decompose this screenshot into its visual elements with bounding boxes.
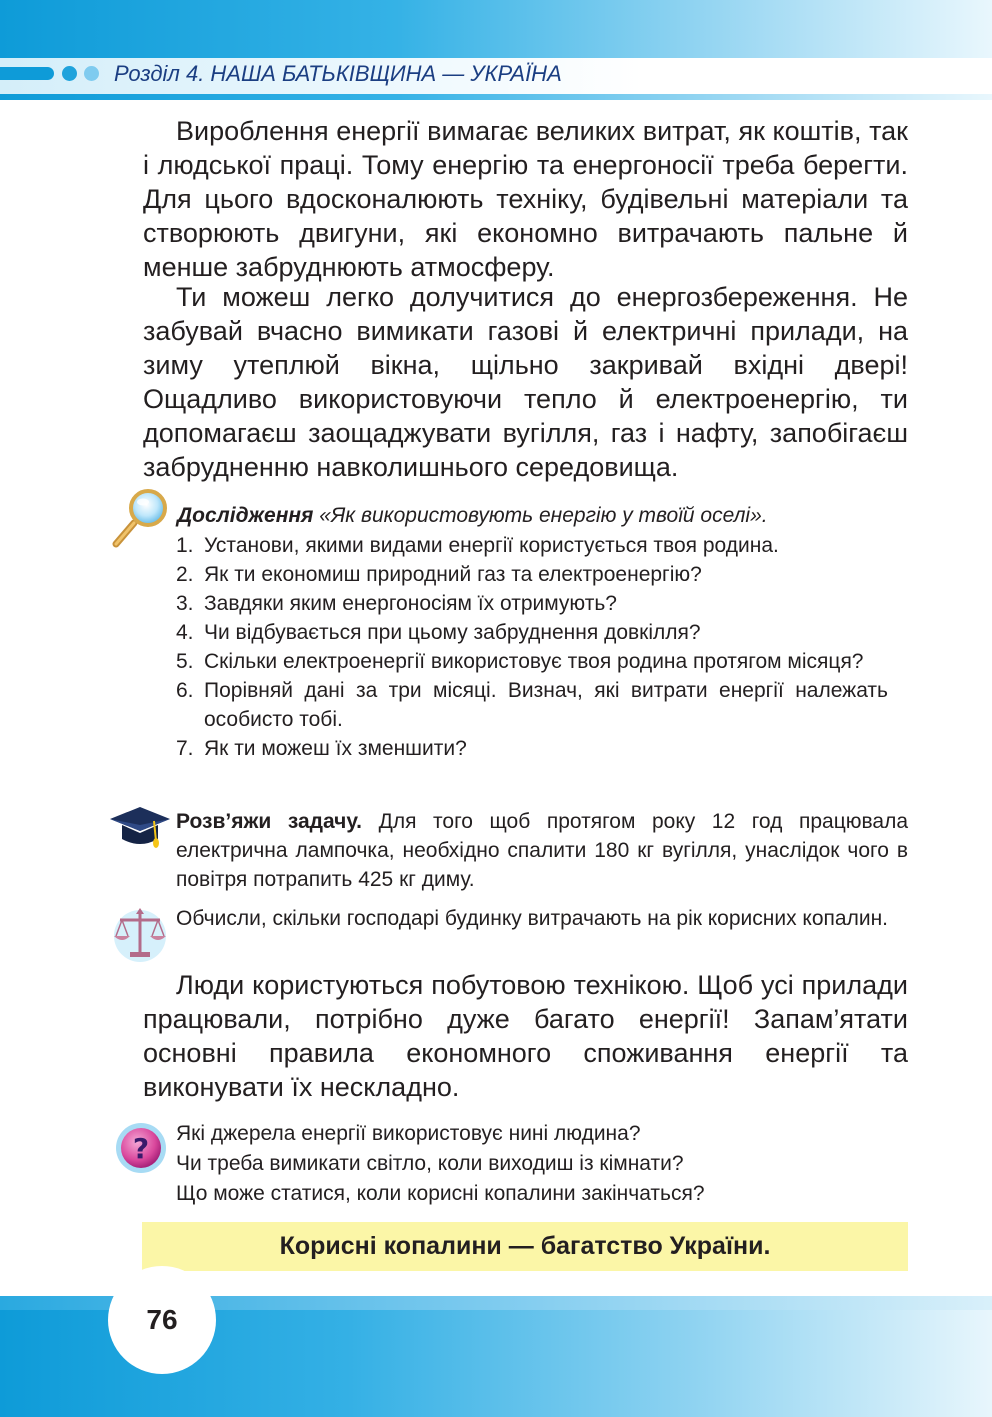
item-text: Установи, якими видами енергії користується твоя родина. (204, 534, 779, 557)
magnifier-icon (108, 488, 172, 550)
header-bar (0, 67, 54, 80)
question-line: Які джерела енергії використовує нині людина? (176, 1122, 641, 1145)
calculate-text: Обчисли, скільки господарі будинку витрачають на рік корисних копалин. (176, 907, 889, 930)
item-text: Скільки електроенергії використовує твоя родина протягом місяця? (204, 650, 864, 673)
task-body: Для того щоб протягом року 12 год працювала електрична лампочка, необхідно спалити 180 кг вугілля, унаслідок чого в повітря потрапить 425 кг диму. (176, 810, 908, 891)
research-title (177, 502, 768, 530)
item-number: 2. (176, 563, 194, 586)
item-text: Порівняй дані за три місяці. Визнач, які витрати енергії належать особисто тобі. (204, 679, 888, 731)
scales-icon (112, 904, 168, 964)
item-number: 3. (176, 592, 194, 615)
header-dot (62, 66, 77, 81)
item-text: Завдяки яким енергоносіям їх отримують? (204, 592, 617, 615)
item-text: Як ти можеш їх зменшити? (204, 737, 467, 760)
list-item (176, 531, 888, 560)
graduation-cap-icon (108, 805, 172, 851)
topic-banner: Корисні копалини — багатство України. (142, 1222, 908, 1271)
list-item (176, 560, 888, 589)
list-item (176, 589, 888, 618)
item-text: Як ти економиш природний газ та електроенергію? (204, 563, 702, 586)
task-label: Розв’яжи задачу. (176, 810, 363, 833)
research-topic: «Як використовують енергію у твоїй оселі». (319, 504, 768, 527)
task-text (176, 807, 908, 894)
question-list (176, 1119, 908, 1209)
svg-text:?: ? (132, 1132, 150, 1165)
item-number: 6. (176, 679, 194, 702)
item-number: 1. (176, 534, 194, 557)
item-text: Чи відбувається при цьому забруднення довкілля? (204, 621, 701, 644)
question-line: Чи треба вимикати світло, коли виходиш із кімнати? (176, 1152, 684, 1175)
list-item (176, 647, 888, 676)
header-dot (84, 66, 99, 81)
question-mark-icon (114, 1121, 168, 1175)
body-paragraph: Ти можеш легко долучитися до енергозбереження. Не забувай вчасно вимикати газові й електричні прилади, на зиму утеплюй вікна, щільно закривай вхідні двері! Ощадливо використовуючи тепло й електроенергію, ти допомагаєш заощаджувати вугілля, газ і нафту, запобігаєш забрудненню навколишнього середовища. (143, 282, 908, 482)
item-number: 7. (176, 737, 194, 760)
item-number: 5. (176, 650, 194, 673)
list-item (176, 618, 888, 647)
item-number: 4. (176, 621, 194, 644)
research-list (176, 531, 888, 763)
page-number: 76 (108, 1266, 216, 1374)
list-item (176, 676, 888, 734)
section-title: Розділ 4. НАША БАТЬКІВЩИНА — УКРАЇНА (114, 61, 562, 86)
question-line: Що може статися, коли корисні копалини закінчаться? (176, 1182, 705, 1205)
research-label: Дослідження (177, 504, 314, 527)
body-paragraph: Люди користуються побутовою технікою. Щоб усі прилади працювали, потрібно дуже багато енергії! Запам’ятати основні правила економного споживання енергії та виконувати їх нескладно. (143, 970, 908, 1102)
body-paragraph: Вироблення енергії вимагає великих витрат, як коштів, так і людської праці. Тому енергію та енергоносії треба берегти. Для цього вдосконалюють техніку, будівельні матеріали та створюють двигуни, які економно витрачають пальне й менше забруднюють атмосферу. (143, 116, 908, 282)
list-item (176, 734, 888, 763)
